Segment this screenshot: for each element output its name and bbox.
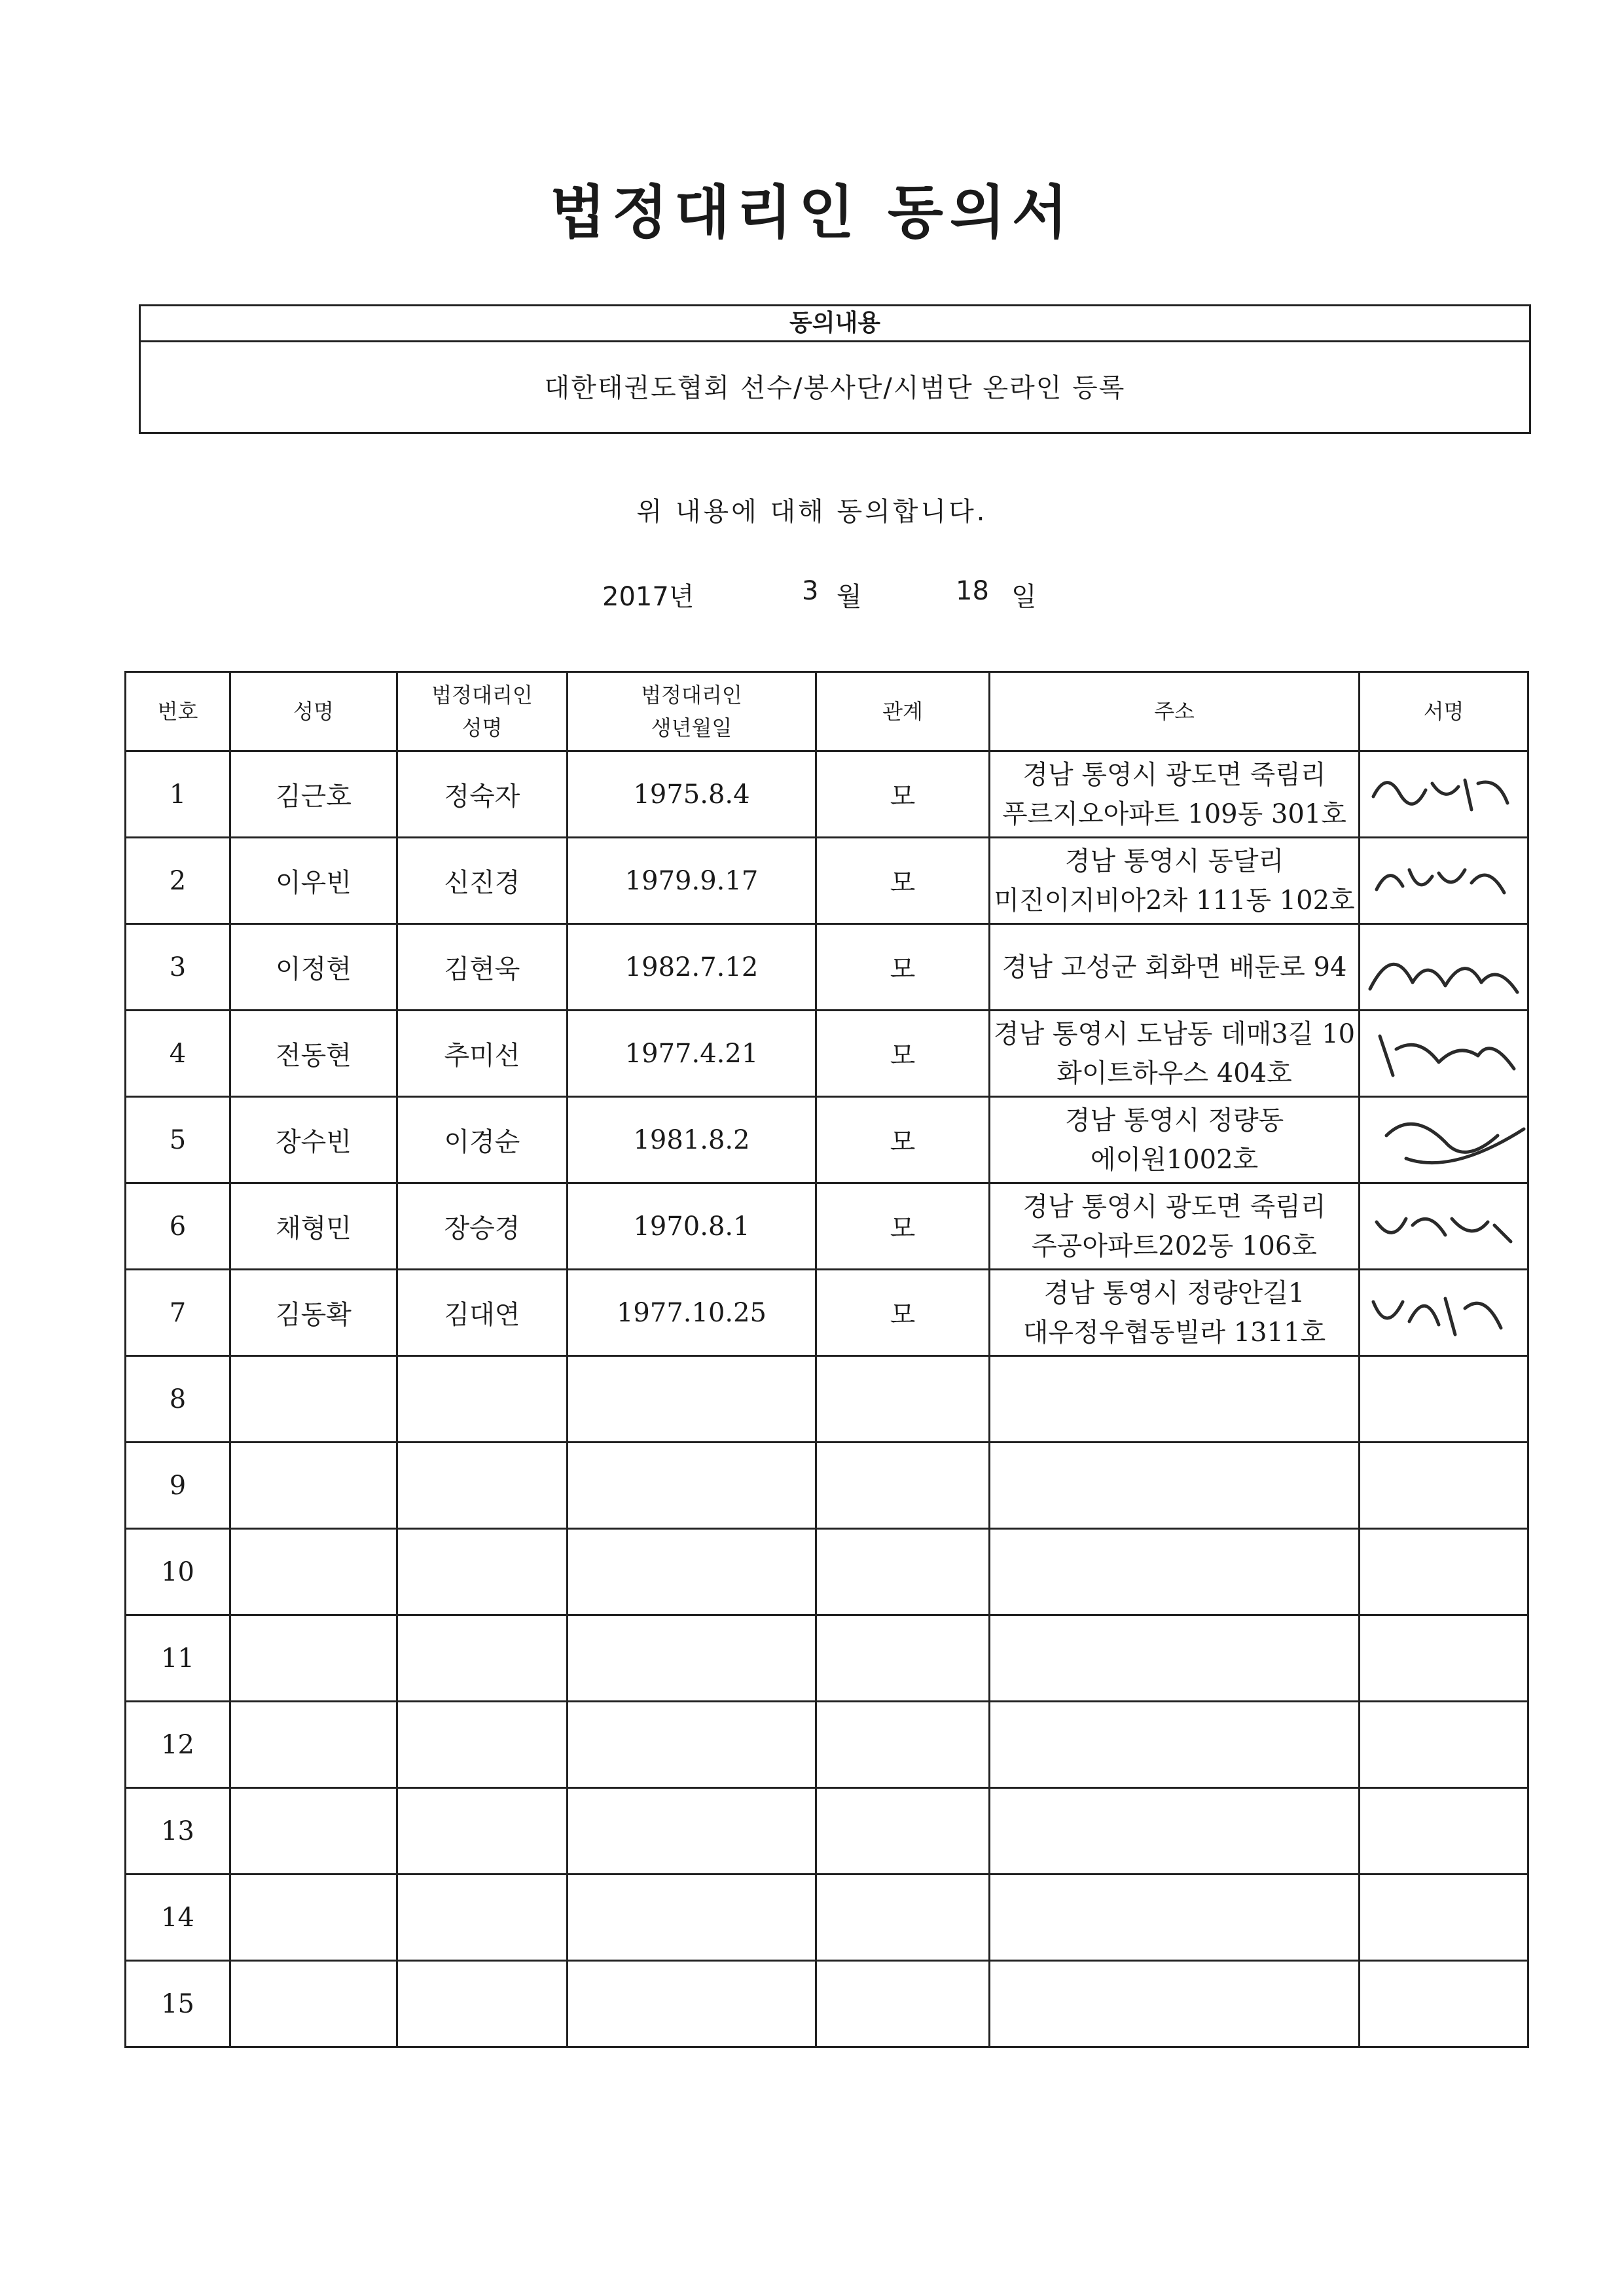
address-line2: 화이트하우스 404호 [1056,1058,1292,1088]
cell-signature [1360,924,1528,1011]
handwritten-signature [1367,930,1524,1007]
handwritten-signature [1367,844,1524,921]
cell-name: 장수빈 [230,1097,397,1183]
cell-signature [1360,1097,1528,1183]
cell-relation: 모 [816,838,990,924]
table-row [126,1788,1528,1874]
address-line1: 경남 통영시 도남동 데매3길 10 [993,1018,1356,1049]
cell-birth: 1975.8.4 [568,751,816,838]
cell-relation: 모 [816,1270,990,1356]
cell-relation [816,1961,990,2047]
header-name: 성명 [230,672,397,751]
table-row [126,1874,1528,1961]
cell-birth [568,1356,816,1443]
cell-no: 8 [126,1356,230,1443]
cell-signature [1360,1961,1528,2047]
cell-signature [1360,1183,1528,1270]
cell-no: 5 [126,1097,230,1183]
cell-name [230,1443,397,1529]
address-line1: 경남 통영시 동달리 [1064,846,1284,876]
cell-address [990,1270,1360,1356]
cell-name: 전동현 [230,1011,397,1097]
cell-birth [568,1874,816,1961]
header-guardian-name-line1: 법정대리인 [431,683,533,708]
agree-statement: 위 내용에 대해 동의합니다. [636,497,988,527]
header-signature: 서명 [1360,672,1528,751]
cell-no: 2 [126,838,230,924]
date-day-unit: 일 [1011,582,1037,612]
cell-guardian [397,1443,568,1529]
cell-no: 7 [126,1270,230,1356]
cell-relation [816,1529,990,1615]
header-guardian-birth [568,672,816,751]
cell-relation [816,1702,990,1788]
handwritten-signature [1367,1016,1524,1094]
cell-address [990,838,1360,924]
cell-signature [1360,1011,1528,1097]
table-row [126,1961,1528,2047]
cell-name [230,1615,397,1702]
table-header-row [126,672,1528,751]
cell-no: 12 [126,1702,230,1788]
cell-relation [816,1443,990,1529]
cell-birth: 1977.4.21 [568,1011,816,1097]
cell-name [230,1788,397,1874]
address-line1: 경남 고성군 회화면 배둔로 94 [1001,952,1347,982]
cell-guardian [397,1702,568,1788]
cell-relation [816,1788,990,1874]
cell-signature [1360,838,1528,924]
date-month-unit: 월 [837,582,862,612]
table-row [126,1615,1528,1702]
cell-address [990,1183,1360,1270]
cell-name [230,1356,397,1443]
table-row [126,751,1528,838]
address-line1: 경남 통영시 정량동 [1064,1105,1284,1136]
cell-guardian [397,1788,568,1874]
table-row [126,1443,1528,1529]
cell-address [990,1874,1360,1961]
cell-birth [568,1702,816,1788]
consent-box [139,304,1531,434]
address-line2: 주공아파트202동 106호 [1032,1230,1317,1261]
cell-birth [568,1788,816,1874]
cell-no: 15 [126,1961,230,2047]
cell-no: 9 [126,1443,230,1529]
address-line2: 대우정우협동빌라 1311호 [1022,1317,1326,1348]
cell-signature [1360,1356,1528,1443]
cell-name: 이우빈 [230,838,397,924]
address-line1: 경남 통영시 정량안길1 [1043,1278,1305,1308]
cell-relation: 모 [816,1097,990,1183]
table-row [126,1529,1528,1615]
table-row [126,1183,1528,1270]
date-month-value: 3 [802,576,819,606]
cell-no: 6 [126,1183,230,1270]
cell-no: 11 [126,1615,230,1702]
header-guardian-name [397,672,568,751]
cell-name [230,1874,397,1961]
cell-birth [568,1529,816,1615]
cell-relation: 모 [816,751,990,838]
cell-relation: 모 [816,1183,990,1270]
cell-relation [816,1874,990,1961]
cell-birth: 1981.8.2 [568,1097,816,1183]
cell-address [990,1529,1360,1615]
header-guardian-birth-line1: 법정대리인 [641,683,742,708]
handwritten-signature [1367,757,1524,834]
cell-guardian: 정숙자 [397,751,568,838]
cell-address [990,1702,1360,1788]
cell-guardian: 김대연 [397,1270,568,1356]
cell-signature [1360,751,1528,838]
consent-content: 대한태권도협회 선수/봉사단/시범단 온라인 등록 [544,373,1126,403]
cell-birth [568,1961,816,2047]
cell-guardian [397,1961,568,2047]
consent-header: 동의내용 [141,306,1529,342]
cell-guardian: 김현욱 [397,924,568,1011]
cell-relation: 모 [816,1011,990,1097]
header-relation: 관계 [816,672,990,751]
table-row [126,838,1528,924]
cell-no: 1 [126,751,230,838]
date-day-value: 18 [956,576,989,606]
cell-name: 이정현 [230,924,397,1011]
cell-signature [1360,1270,1528,1356]
cell-signature [1360,1788,1528,1874]
table-row [126,1270,1528,1356]
cell-address [990,1788,1360,1874]
cell-name: 김동확 [230,1270,397,1356]
table-row [126,1011,1528,1097]
cell-guardian [397,1874,568,1961]
header-guardian-birth-line2: 생년월일 [651,715,732,740]
table-row [126,924,1528,1011]
address-line1: 경남 통영시 광도면 죽림리 [1022,1191,1326,1222]
handwritten-signature [1367,1189,1524,1266]
cell-no: 13 [126,1788,230,1874]
cell-address [990,1097,1360,1183]
cell-address [990,1356,1360,1443]
cell-name: 채형민 [230,1183,397,1270]
cell-birth [568,1443,816,1529]
table-row [126,1356,1528,1443]
cell-guardian [397,1356,568,1443]
cell-guardian [397,1529,568,1615]
guardian-table [124,671,1527,2048]
cell-relation [816,1356,990,1443]
header-guardian-name-line2: 성명 [461,715,503,740]
cell-relation [816,1615,990,1702]
cell-guardian: 신진경 [397,838,568,924]
address-line2: 미진이지비아2차 111동 102호 [994,885,1355,916]
cell-signature [1360,1874,1528,1961]
cell-no: 4 [126,1011,230,1097]
cell-no: 14 [126,1874,230,1961]
cell-birth: 1970.8.1 [568,1183,816,1270]
date-year: 2017년 [602,582,695,612]
document-title: 법정대리인 동의서 [550,178,1074,246]
cell-address [990,751,1360,838]
header-address: 주소 [990,672,1360,751]
cell-birth: 1977.10.25 [568,1270,816,1356]
cell-guardian: 장승경 [397,1183,568,1270]
address-line2: 에이원1002호 [1090,1144,1259,1175]
table-row [126,1097,1528,1183]
cell-birth: 1982.7.12 [568,924,816,1011]
cell-signature [1360,1615,1528,1702]
cell-guardian: 추미선 [397,1011,568,1097]
cell-name [230,1529,397,1615]
cell-address [990,1961,1360,2047]
address-line2: 푸르지오아파트 109동 301호 [1002,798,1346,829]
address-line1: 경남 통영시 광도면 죽림리 [1022,759,1326,790]
cell-signature [1360,1443,1528,1529]
handwritten-signature [1367,1103,1524,1180]
cell-relation: 모 [816,924,990,1011]
cell-signature [1360,1529,1528,1615]
cell-birth [568,1615,816,1702]
cell-name [230,1961,397,2047]
cell-name [230,1702,397,1788]
cell-no: 10 [126,1529,230,1615]
cell-name: 김근호 [230,751,397,838]
cell-no: 3 [126,924,230,1011]
cell-guardian: 이경순 [397,1097,568,1183]
cell-address [990,1615,1360,1702]
cell-address [990,1443,1360,1529]
header-no: 번호 [126,672,230,751]
handwritten-signature [1367,1276,1524,1353]
cell-signature [1360,1702,1528,1788]
table-row [126,1702,1528,1788]
cell-address [990,924,1360,1011]
cell-birth: 1979.9.17 [568,838,816,924]
cell-address [990,1011,1360,1097]
cell-guardian [397,1615,568,1702]
